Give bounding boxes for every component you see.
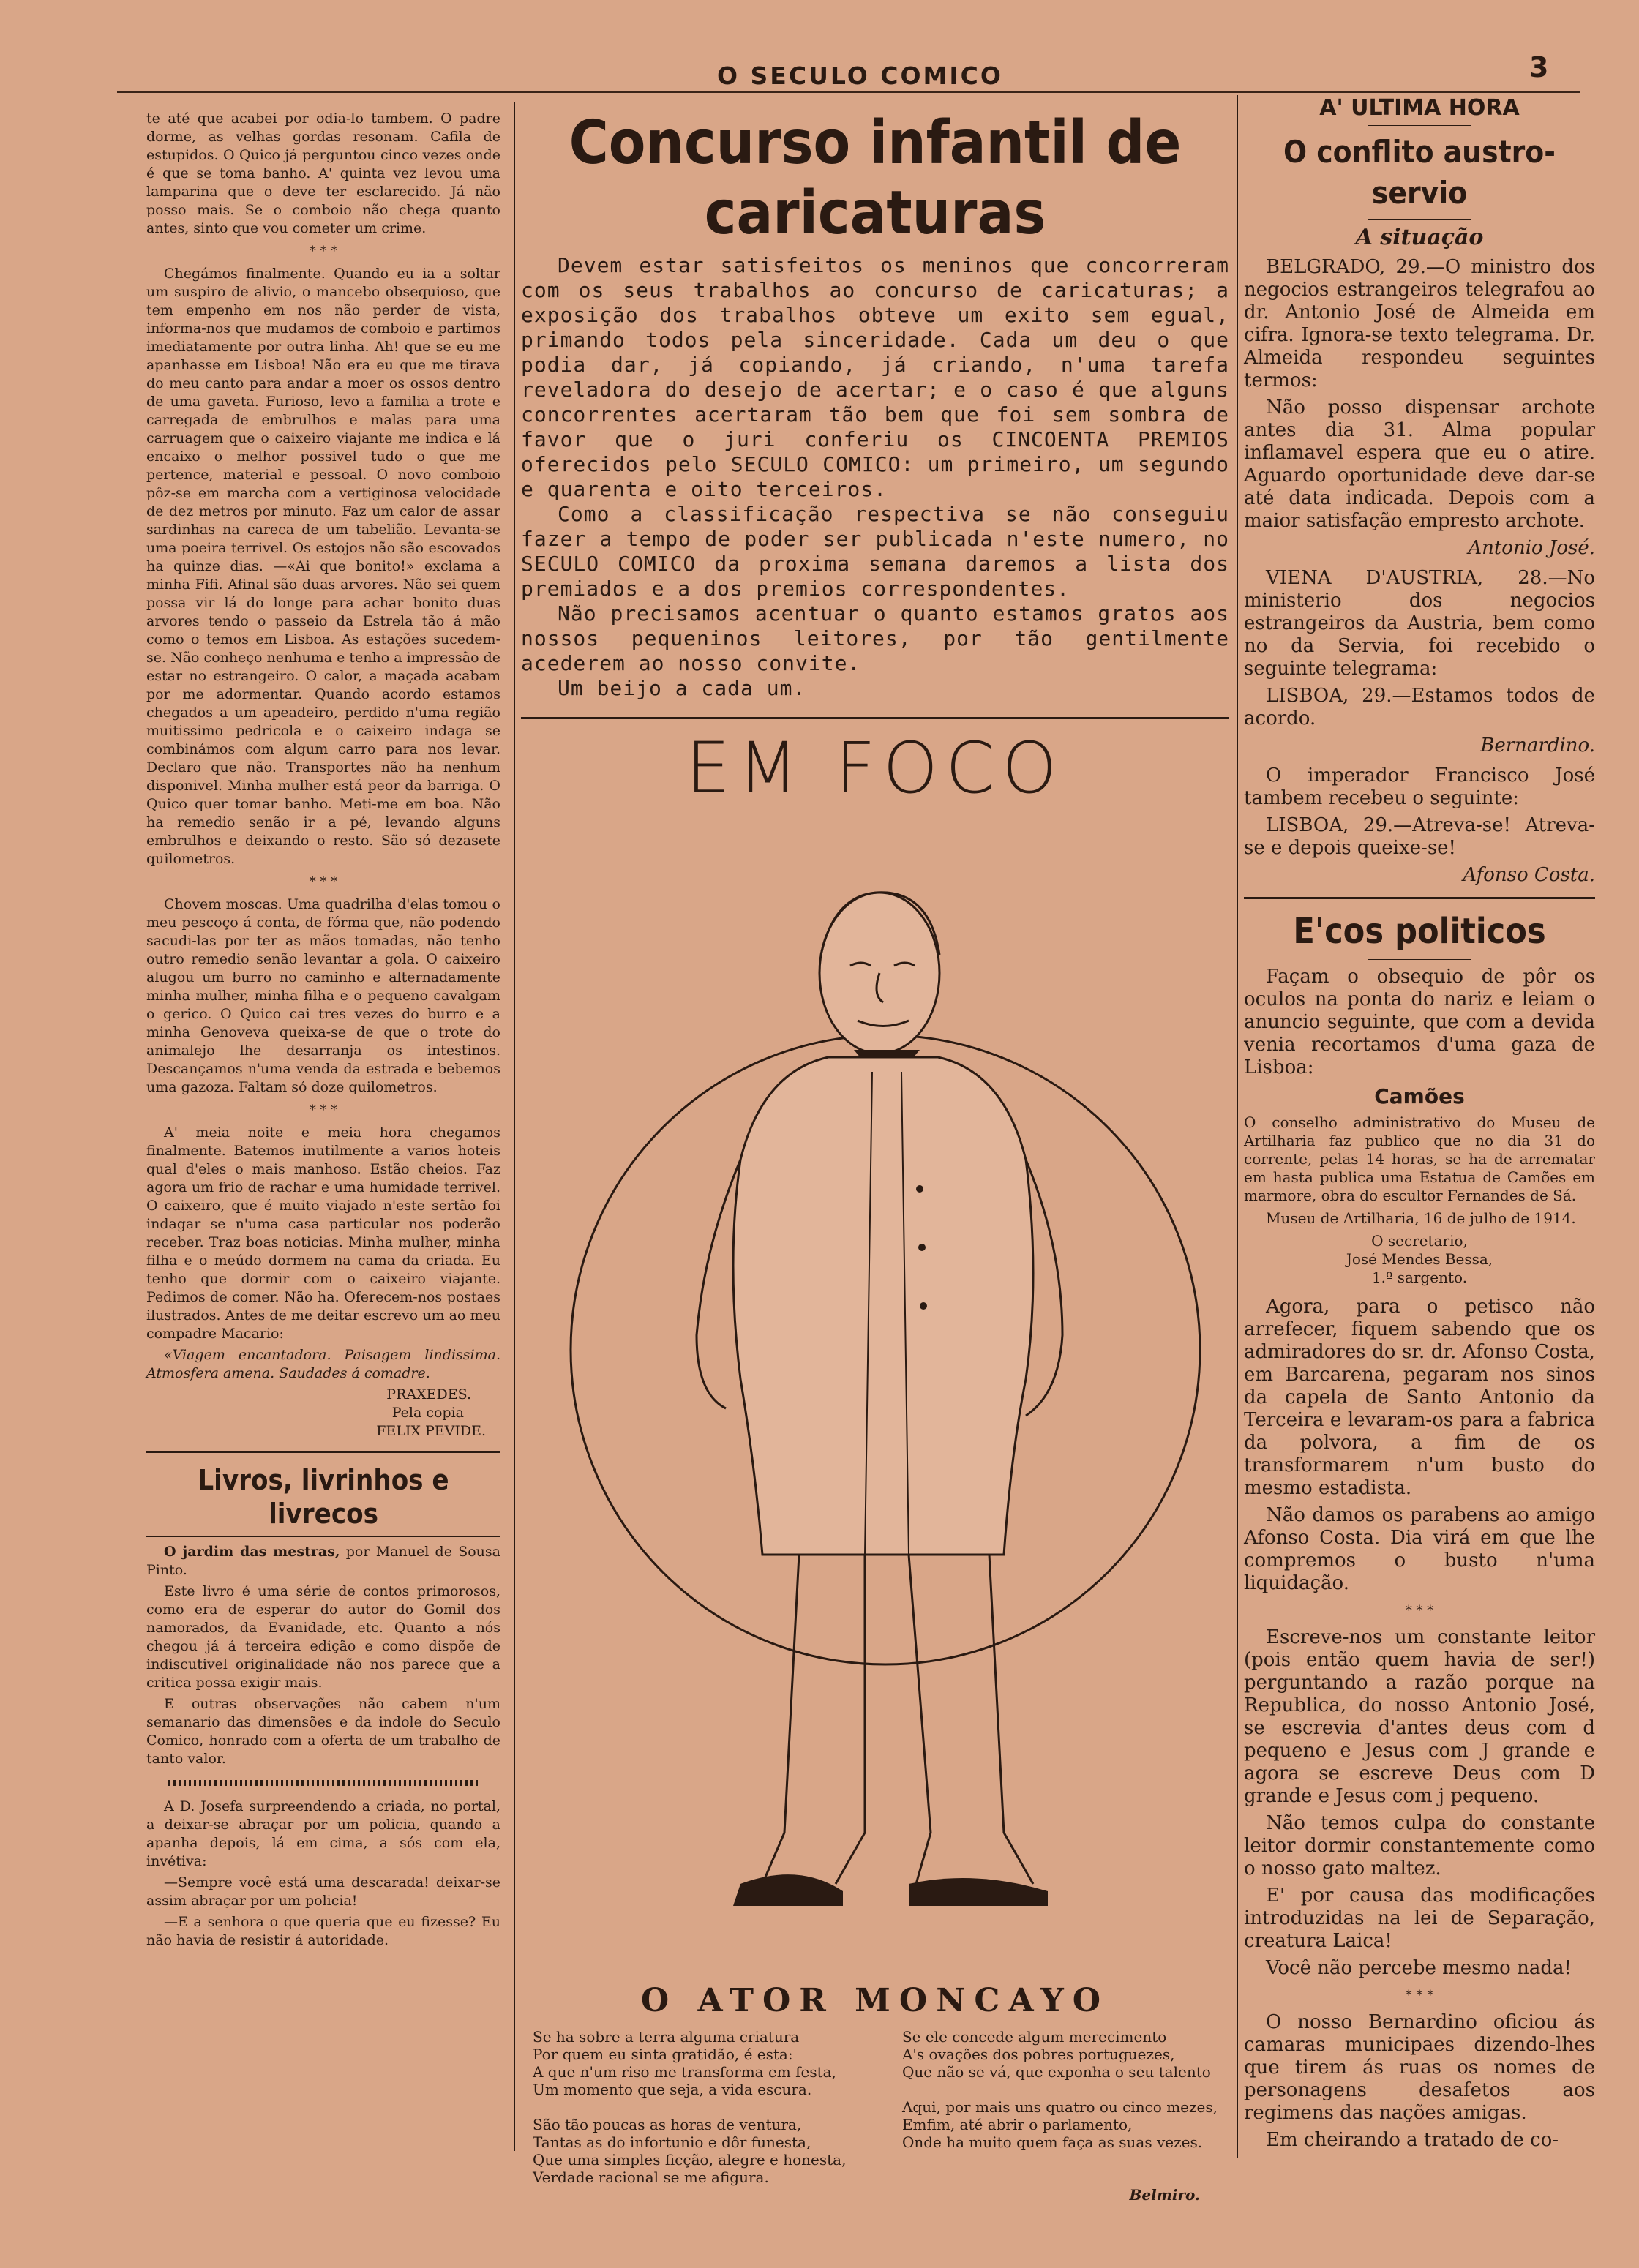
auction-ad [1244,1114,1595,1287]
sonnet-line: Onde ha muito quem faça as suas vezes. [901,2133,1203,2151]
news-paragraph: O imperador Francisco José tambem recebeu o seguinte: [1244,765,1595,809]
contest-paragraph: Não precisamos acentuar o quanto estamos gratos aos nossos pequeninos leitores, por tão gentilmente acederem ao nosso convite. [521,601,1229,675]
news-paragraph: O nosso Bernardino oficiou ás camaras municipaes dizendo-lhes que tirem ás ruas os nomes de personagens desafetos aos regimens das nações amigas. [1244,2011,1595,2124]
page-number: 3 [1529,51,1549,83]
sonnet-line: Aqui, por mais uns quatro ou cinco mezes, [901,2098,1218,2116]
ad-secretary: O secretario, [1371,1232,1468,1250]
sonnet-line: A que n'um riso me transforma em festa, [533,2063,836,2081]
news-paragraph: BELGRADO, 29.—O ministro dos negocios estrangeiros telegrafou ao dr. Antonio José de Almeida em cifra. Ignora-se texto telegrama. Dr. Almeida respondeu seguintes termos: [1244,256,1595,391]
separator-stars: * * * [309,874,338,890]
book-title: O jardim das mestras, [164,1544,340,1560]
separator-stars: * * * [309,1103,338,1118]
separator-stars: * * * [309,244,338,259]
short-rule [1368,125,1471,126]
news-paragraph: LISBOA, 29.—Atreva-se! Atreva-se e depois queixe-se! [1244,814,1595,859]
ornament-rule [168,1780,479,1786]
section-rule [1244,897,1595,899]
echoes-heading: E'cos politicos [1293,911,1546,952]
center-column [521,102,1229,2204]
postcard-quote: «Viagem encantadora. Paisagem lindissima. Atmosfera amena. Saudades á comadre. [146,1347,500,1381]
sonnet-left [533,2028,846,2186]
last-hour-heading: A' ULTIMA HORA [1319,95,1520,121]
signature: Antonio José. [1468,537,1595,559]
sonnet-line: Emfim, até abrir o parlamento, [901,2116,1133,2133]
sonnet-line: Se ele concede algum merecimento [901,2028,1167,2046]
joke-dialogue: —Sempre você está uma descarada! deixar-se assim abraçar por um policia! [146,1874,500,1909]
news-paragraph: Agora, para o petisco não arrefecer, fiquem sabendo que os admiradores do sr. dr. Afonso Costa, em Barcarena, pegaram nos sinos da capela de Santo Antonio da Terceira e levaram-os para a fabrica da polvora, a fim de os transformarem n'um busto do mesmo estadista. [1244,1296,1595,1499]
book-review: E outras observações não cabem n'um semanario das dimensões e da indole do Seculo Comico, honrado com a oferta de um trabalho de tanto valor. [146,1696,500,1767]
column-divider-left [514,102,515,2151]
illustration-caption: O ATOR MONCAYO [640,1982,1110,2019]
ad-rank: 1.º sargento. [1371,1269,1468,1286]
short-rule [1368,219,1471,220]
conflict-headline: O conflito austro-servio [1283,134,1556,211]
ad-name: José Mendes Bessa, [1346,1250,1493,1268]
copy-note: Pela copia [391,1405,464,1421]
joke-paragraph: A D. Josefa surpreendendo a criada, no portal, a deixar-se abraçar por um policia, quando a apanha depois, lá em cima, a sós com ela, invétiva: [146,1798,500,1869]
separator-stars: * * * [1405,1988,1434,2003]
news-paragraph: Não posso dispensar archote antes dia 31. Alma popular inflamavel espera que eu o atire. Aguardo oportunidade deve dar-se até data indicada. Depois com a maior satisfação empresto archote. [1244,397,1595,532]
contest-text [521,253,1229,701]
contest-paragraph: Como a classificação respectiva se não conseguiu fazer a tempo de poder ser publicada n'este numero, no SECULO COMICO da proxima semana daremos a lista dos premiados e a dos premios correspondentes. [521,502,1229,601]
news-paragraph: Escreve-nos um constante leitor (pois então quem havia de ser!) perguntando a razão porque na Republica, do nosso Antonio José, se escrevia d'antes deus com d pequeno e Jesus com J grande e agora se escreve Deus com D grande e Jesus com j pequeno. [1244,1626,1595,1807]
situation-heading: A situação [1355,225,1484,250]
header-rule [117,91,1580,93]
news-paragraph: Em cheirando a tratado de co- [1266,2129,1559,2151]
signature: Afonso Costa. [1463,864,1595,886]
article-paragraph: Chovem moscas. Uma quadrilha d'elas tomou o meu pescoço á conta, de fórma que, não podendo sacudi-las por ter as mãos tomadas, não tenho outro remedio senão levantar a gola. O caixeiro alugou um burro no caminho e alternadamente minha mulher, minha filha e o pequeno cavalgam o gerico. O Quico cai tres vezes do burro e a minha Genoveva queixa-se de que o trote do animalejo lhe desarranja os intestinos. Descançamos n'uma venda da estrada e bebemos uma gazoza. Faltam só doze quilometros. [146,896,500,1095]
news-paragraph: VIENA D'AUSTRIA, 28.—No ministerio dos negocios estrangeiros da Austria, bem como no da Servia, foi recebido o seguinte telegrama: [1244,567,1595,680]
news-paragraph: Não damos os parabens ao amigo Afonso Costa. Dia virá em que lhe compremos o busto n'uma liquidação. [1244,1504,1595,1594]
contest-paragraph: Devem estar satisfeitos os meninos que concorreram com os seus trabalhos ao concurso de caricaturas; a exposição dos trabalhos obteve um exito sem egual, primando todos pela sinceridade. Cada um deu o que podia dar, já copiando, já criando, n'uma tarefa reveladora do desejo de acertar; e o caso é que alguns concorrentes acertaram tão bem que foi sem sombra de favor que o juri conferiu os CINCOENTA PREMIOS oferecidos pelo SECULO COMICO: um primeiro, um segundo e quarenta e oito terceiros. [521,253,1229,501]
sonnet-line: Que não se vá, que exponha o seu talento [901,2063,1211,2081]
sonnet-right [902,2028,1218,2186]
book-author: por Manuel de Sousa Pinto. [146,1544,500,1578]
contest-title: Concurso infantil de caricaturas [569,108,1182,248]
caricature-illustration [521,808,1229,2008]
sonnet-line [902,2081,1218,2098]
sonnet-line: A's ovações dos pobres portuguezes, [901,2046,1175,2063]
article-paragraph: te até que acabei por odia-lo tambem. O padre dorme, as velhas gordas resonam. Cafila de estupidos. O Quico já perguntou cinco vezes onde é que se toma banho. A' quinta vez levou uma lamparina que o deve ter esclarecido. Já não posso mais. Se o comboio não chega quanto antes, sinto que vou cometer um crime. [146,110,500,236]
ad-text: O conselho administrativo do Museu de Artilharia faz publico que no dia 31 do corrente, pelas 14 horas, se ha de arrematar em hasta publica uma Estatua de Camões em marmore, obra do escultor Fernandes de Sá. [1244,1114,1595,1204]
sonnet-line: Por quem eu sinta gratidão, é esta: [533,2046,793,2063]
masthead: O SECULO COMICO [717,61,1003,90]
sonnet-line: São tão poucas as horas de ventura, [533,2116,802,2133]
sonnet-line: Que uma simples ficção, alegre e honesta, [533,2151,847,2169]
section-rule [146,1451,500,1453]
signature: Bernardino. [1480,735,1595,756]
sonnet-line [533,2098,846,2116]
signature-felix: FELIX PEVIDE. [376,1423,486,1439]
contest-paragraph: Um beijo a cada um. [558,676,806,700]
focus-title: EM FOCO [686,727,1065,809]
book-review: Este livro é uma série de contos primorosos, como era de esperar do autor do Gomil dos namorados, da Evanidade, etc. Quanto a nós chegou já á terceira edição e como dispõe de indiscutivel originalidade não nos parece que a critica possa exigir mais. [146,1583,500,1691]
article-paragraph: A' meia noite e meia hora chegamos finalmente. Batemos inutilmente a varios hoteis qual d'eles o mais manhoso. Estão cheios. Faz agora um frio de rachar e uma humidade terrivel. O caixeiro, que é muito viajado n'este sertão foi indagar se n'uma casa particular nos poderão receber. Traz boas noticias. Minha mulher, minha filha e o meúdo dormem na cama da criada. Eu tenho que dormir com o caixeiro viajante. Pedimos de comer. Não ha. Oferecem-nos postaes ilustrados. Antes de me deitar escrevo um ao meu compadre Macario: [146,1124,500,1342]
section-rule [146,1536,500,1537]
books-section-title: Livros, livrinhos e livrecos [198,1464,449,1530]
left-column [146,110,500,2158]
news-paragraph: Você não percebe mesmo nada! [1266,1957,1572,1979]
column-divider-right [1237,95,1238,2158]
signature-praxedes: PRAXEDES. [386,1386,471,1403]
ad-place: Museu de Artilharia, 16 de julho de 1914. [1266,1209,1576,1227]
news-paragraph: E' por causa das modificações introduzidas na lei de Separação, creatura Laica! [1244,1885,1595,1952]
joke-dialogue: —E a senhora o que queria que eu fizesse? Eu não havia de resistir á autoridade. [146,1914,500,1948]
separator-stars: * * * [1405,1603,1434,1618]
section-rule [521,717,1229,719]
sonnet-line: Tantas as do infortunio e dôr funesta, [533,2133,811,2151]
sonnet-signature: Belmiro. [1129,2186,1200,2204]
sonnet [521,2028,1229,2186]
sonnet-line: Se ha sobre a terra alguma criatura [533,2028,800,2046]
camoes-heading: Camões [1374,1084,1465,1108]
news-paragraph: Não temos culpa do constante leitor dormir constantemente como o nosso gato maltez. [1244,1812,1595,1880]
sonnet-line: Um momento que seja, a vida escura. [533,2081,812,2098]
short-rule [1368,959,1471,960]
news-paragraph: LISBOA, 29.—Estamos todos de acordo. [1244,685,1595,729]
sonnet-line: Verdade racional se me afigura. [533,2169,769,2186]
news-paragraph: Façam o obsequio de pôr os oculos na ponta do nariz e leiam o anuncio seguinte, que com a devida venia recortamos d'uma gaza de Lisboa: [1244,966,1595,1078]
article-paragraph: Chegámos finalmente. Quando eu ia a soltar um suspiro de alivio, o mancebo obsequioso, que tem empenho em nos não perder de vista, informa-nos que mudamos de comboio e partimos imediatamente por outra linha. Ah! que se eu me apanhasse em Lisboa! Não era eu que me tirava do meu canto para andar a moer os ossos dentro de uma gaveta. Furioso, levo a familia a trote e carregada de embrulhos e malas para uma carruagem que o caixeiro viajante me indica e lá encaixo o melhor possivel tudo o que me pertence, material e pessoal. O novo comboio pôz-se em marcha com a vertiginosa velocidade de dez metros por minuto. Faz um calor de assar sardinhas na careca de um tabelião. Levanta-se uma poeira terrivel. Os estojos não são escovados ha quinze dias. —«Ai que bonito!» exclama a minha Fifi. Afinal são duas arvores. Não sei quem possa vir lá do longe para achar bonito duas arvores tendo o passeio da Estrela tão á mão como o temos em Lisboa. As estações sucedem-se. Não conheço nenhuma e tenho a impressão de estar no estrangeiro. O calor, a maçada acabam por me adormentar. Quando acordo estamos chegados a um apeadeiro, perdido n'uma região muitissimo pedricola e o caixeiro indaga se combinámos com algum carro para nos levar. Declaro que não. Transportes não ha nenhum disponivel. Minha mulher está peor da barriga. O Quico quer tomar banho. Meti-me em boa. Não ha remedio senão ir a pé, levando alguns embrulhos e deixando o resto. São só dezasete quilometros. [146,266,500,867]
right-column [1244,97,1595,2160]
